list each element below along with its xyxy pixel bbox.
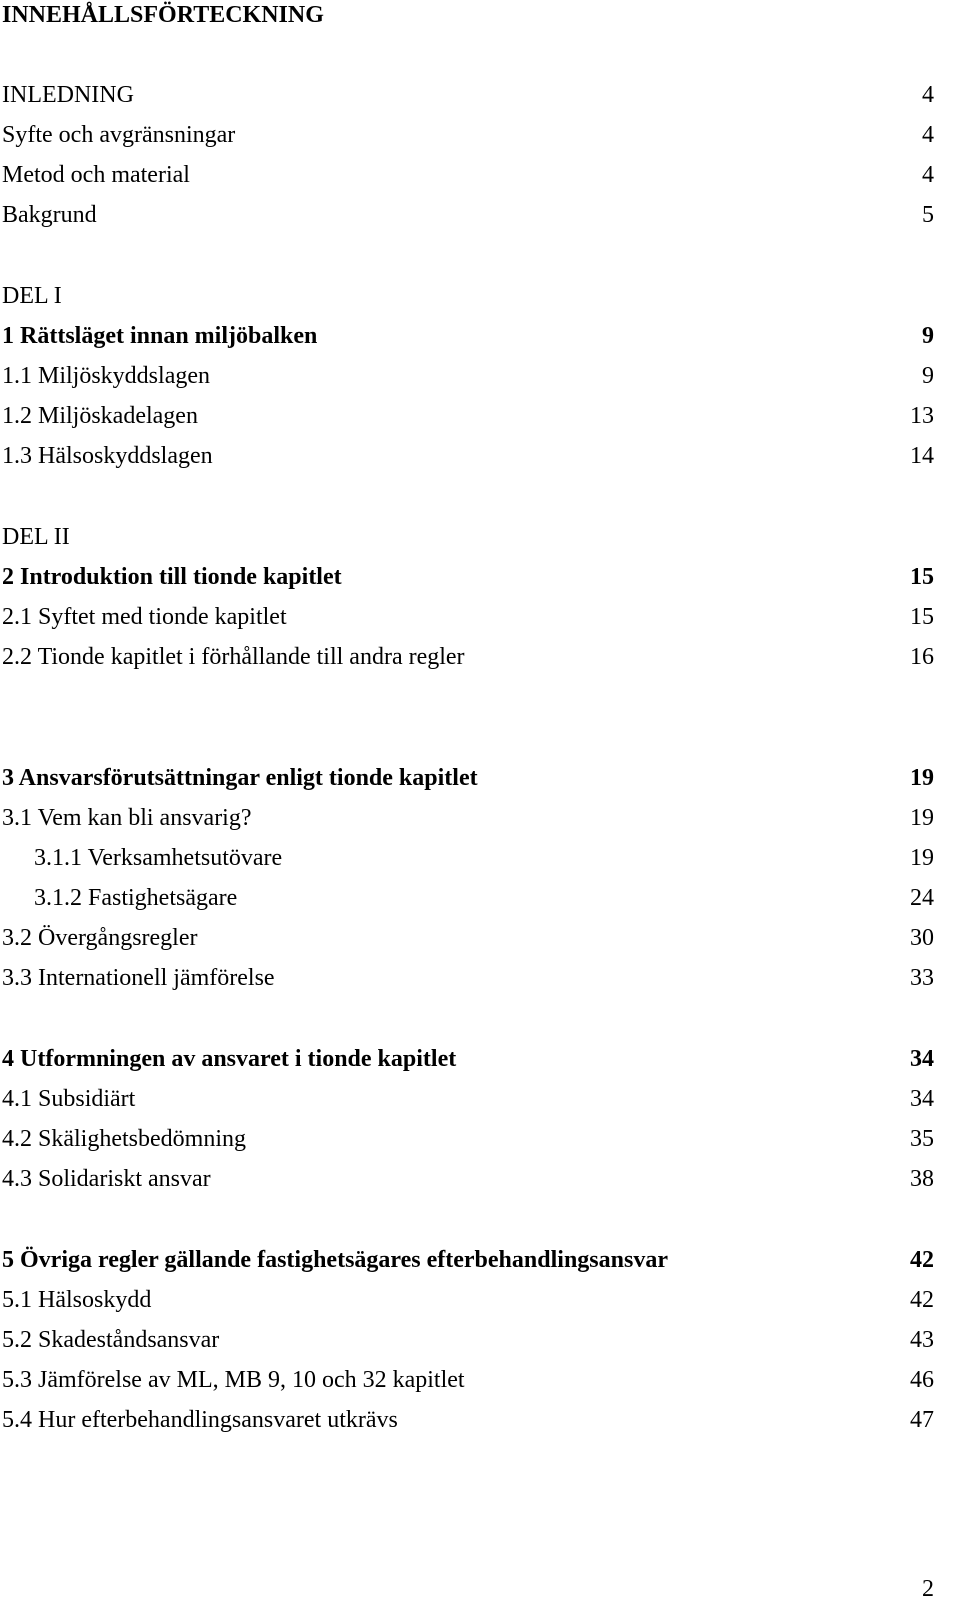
toc-entry-label: 2.2 Tionde kapitlet i förhållande till andra regler — [2, 644, 465, 670]
toc-entry-label: 2.1 Syftet med tionde kapitlet — [2, 604, 287, 630]
toc-section-1-2 — [2, 401, 934, 431]
toc-entry-page: 19 — [910, 765, 934, 791]
toc-section-5-4 — [2, 1405, 934, 1435]
toc-entry-page: 9 — [922, 363, 934, 389]
toc-entry-label: 4 Utformningen av ansvaret i tionde kapitlet — [2, 1046, 457, 1072]
toc-entry-label: 4.2 Skälighetsbedömning — [2, 1126, 246, 1152]
toc-entry-page: 34 — [910, 1046, 934, 1072]
toc-entry-page: 19 — [910, 845, 934, 871]
toc-entry-bakgrund — [2, 200, 934, 230]
toc-section-1-1 — [2, 361, 934, 391]
toc-entry-page: 4 — [922, 162, 934, 188]
toc-entry-label: 1 Rättsläget innan miljöbalken — [2, 323, 318, 349]
toc-section-5-1 — [2, 1285, 934, 1315]
toc-chapter-3 — [2, 763, 934, 793]
toc-title: INNEHÅLLSFÖRTECKNING — [2, 2, 324, 28]
toc-entry-page: 38 — [910, 1166, 934, 1192]
toc-entry-page: 14 — [910, 443, 934, 469]
toc-entry-label: DEL I — [2, 283, 62, 309]
toc-subsection-3-1-1 — [2, 843, 934, 873]
toc-entry-label: 1.2 Miljöskadelagen — [2, 403, 198, 429]
toc-entry-metod — [2, 160, 934, 190]
toc-entry-label: 1.1 Miljöskyddslagen — [2, 363, 210, 389]
toc-entry-label: Metod och material — [2, 162, 190, 188]
toc-entry-label: 3.1.2 Fastighetsägare — [34, 885, 238, 911]
toc-entry-label: 5.1 Hälsoskydd — [2, 1287, 152, 1313]
toc-section-1-3 — [2, 441, 934, 471]
toc-entry-page: 47 — [910, 1407, 934, 1433]
toc-entry-label: 3.2 Övergångsregler — [2, 925, 198, 951]
toc-entry-label: 5.4 Hur efterbehandlingsansvaret utkrävs — [2, 1407, 398, 1433]
toc-section-5-3 — [2, 1365, 934, 1395]
toc-subsection-3-1-2 — [2, 883, 934, 913]
toc-entry-page: 5 — [922, 202, 934, 228]
toc-entry-page: 46 — [910, 1367, 934, 1393]
toc-entry-label: Syfte och avgränsningar — [2, 122, 236, 148]
toc-section-4-3 — [2, 1164, 934, 1194]
toc-entry-page: 24 — [910, 885, 934, 911]
toc-entry-page: 33 — [910, 965, 934, 991]
toc-chapter-1 — [2, 321, 934, 351]
toc-entry-label: 3 Ansvarsförutsättningar enligt tionde kapitlet — [2, 765, 478, 791]
toc-entry-page: 35 — [910, 1126, 934, 1152]
toc-part-heading-del-ii — [2, 522, 934, 552]
toc-entry-label: 5.2 Skadeståndsansvar — [2, 1327, 220, 1353]
toc-section-2-2 — [2, 642, 934, 672]
toc-section-3-2 — [2, 923, 934, 953]
toc-entry-page: 16 — [910, 644, 934, 670]
page-number: 2 — [922, 1576, 934, 1602]
toc-entry-page: 13 — [910, 403, 934, 429]
toc-entry-label: 5 Övriga regler gällande fastighetsägares efterbehandlingsansvar — [2, 1247, 668, 1273]
toc-part-heading-del-i — [2, 281, 934, 311]
toc-entry-label: 3.1 Vem kan bli ansvarig? — [2, 805, 252, 831]
toc-entry-label: 2 Introduktion till tionde kapitlet — [2, 564, 342, 590]
toc-entry-label: 4.1 Subsidiärt — [2, 1086, 136, 1112]
toc-entry-label: DEL II — [2, 524, 70, 550]
toc-entry-page: 4 — [922, 122, 934, 148]
toc-chapter-2 — [2, 562, 934, 592]
toc-chapter-5 — [2, 1245, 934, 1275]
toc-entry-label: INLEDNING — [2, 82, 134, 108]
toc-section-5-2 — [2, 1325, 934, 1355]
toc-section-2-1 — [2, 602, 934, 632]
toc-entry-page: 34 — [910, 1086, 934, 1112]
toc-entry-label: 5.3 Jämförelse av ML, MB 9, 10 och 32 kapitlet — [2, 1367, 465, 1393]
toc-entry-page: 4 — [922, 82, 934, 108]
toc-entry-page: 30 — [910, 925, 934, 951]
toc-entry-page: 42 — [910, 1247, 934, 1273]
toc-entry-page: 9 — [922, 323, 934, 349]
toc-section-3-1 — [2, 803, 934, 833]
toc-section-4-1 — [2, 1084, 934, 1114]
toc-entry-label: 4.3 Solidariskt ansvar — [2, 1166, 211, 1192]
toc-entry-label: 3.1.1 Verksamhetsutövare — [34, 845, 283, 871]
toc-entry-label: 3.3 Internationell jämförelse — [2, 965, 275, 991]
toc-section-4-2 — [2, 1124, 934, 1154]
toc-entry-page: 15 — [910, 604, 934, 630]
toc-entry-page: 42 — [910, 1287, 934, 1313]
toc-entry-label: Bakgrund — [2, 202, 97, 228]
toc-entry-page: 19 — [910, 805, 934, 831]
toc-entry-inledning — [2, 80, 934, 110]
toc-chapter-4 — [2, 1044, 934, 1074]
toc-entry-page: 15 — [910, 564, 934, 590]
toc-section-3-3 — [2, 963, 934, 993]
toc-entry-page: 43 — [910, 1327, 934, 1353]
toc-entry-syfte — [2, 120, 934, 150]
toc-entry-label: 1.3 Hälsoskyddslagen — [2, 443, 213, 469]
